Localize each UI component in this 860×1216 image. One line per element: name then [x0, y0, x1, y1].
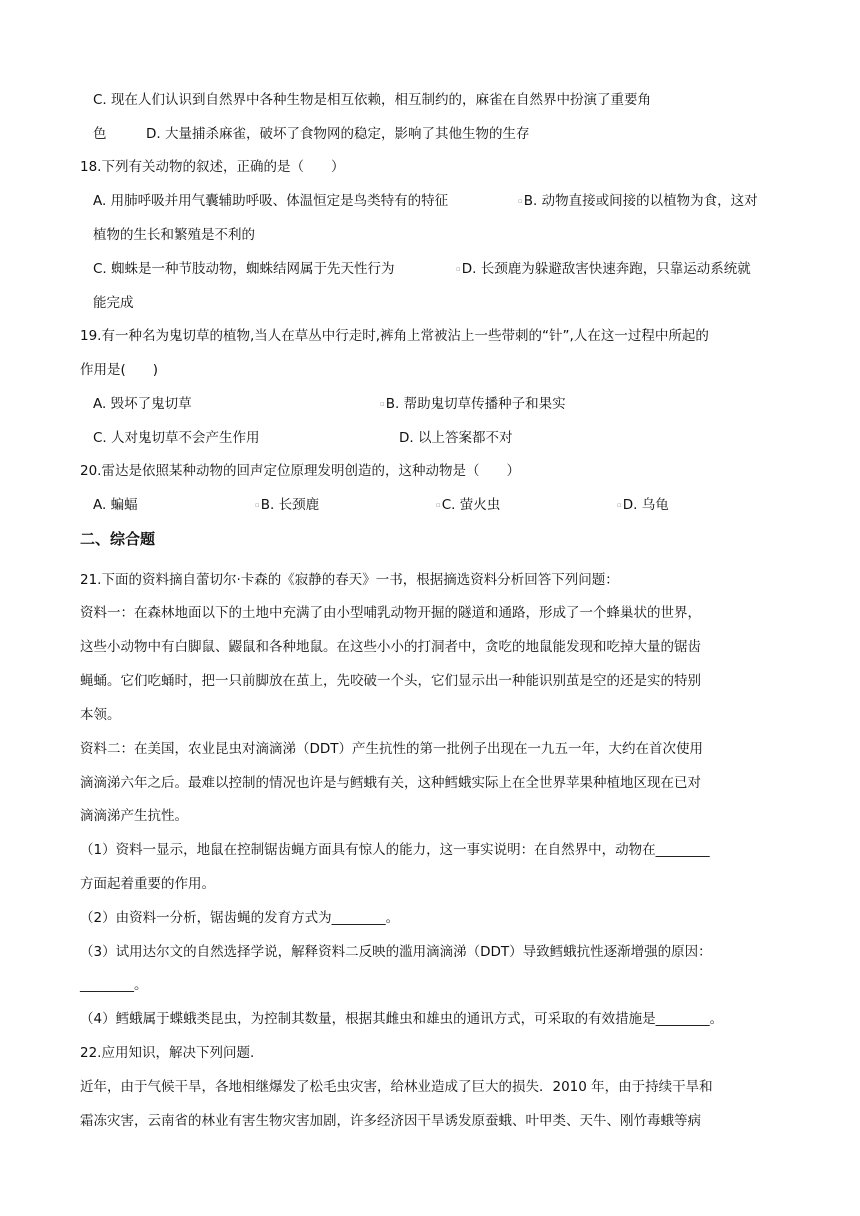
option-marker-icon: ▫ [255, 501, 260, 509]
q19-option-c: C. 人对鬼切草不会产生作用 [93, 430, 260, 446]
q19-stem-line2: 作用是( ) [80, 362, 159, 378]
q20-stem: 20.雷达是依照某种动物的回声定位原理发明创造的，这种动物是（ ） [80, 463, 520, 479]
q18-option-c: C. 蜘蛛是一种节肢动物，蜘蛛结网属于先天性行为 [93, 261, 395, 277]
q19-option-b-text: B. 帮助鬼切草传播种子和果实 [385, 396, 566, 412]
section-title: 二、综合题 [80, 530, 156, 548]
q18-option-d-text: D. 长颈鹿为躲避敌害快速奔跑，只靠运动系统就 [461, 261, 751, 277]
q22-passage-line2: 霜冻灾害，云南省的林业有害生物灾害加剧，许多经济因干旱诱发原蚕蛾、叶甲类、天牛、刚竹毒蛾等病 [80, 1113, 701, 1129]
q20-option-d [617, 495, 669, 515]
q21-intro: 21.下面的资料摘自蕾切尔·卡森的《寂静的春天》一书，根据摘选资料分析回答下列问题： [80, 572, 619, 588]
q18-option-d-line1 [456, 259, 751, 279]
q20-option-b [255, 495, 319, 515]
option-marker-icon: ▫ [456, 265, 461, 273]
option-marker-icon: ▫ [617, 501, 622, 509]
q18-option-d-line2: 能完成 [93, 295, 134, 311]
q20-option-c-text: C. 萤火虫 [441, 497, 501, 513]
q17-option-d: D. 大量捕杀麻雀，破坏了食物网的稳定，影响了其他生物的生存 [146, 126, 530, 142]
q18-option-b-text: B. 动物直接或间接的以植物为食，这对 [523, 193, 758, 209]
option-marker-icon: ▫ [380, 400, 385, 408]
q20-option-d-text: D. 乌龟 [622, 497, 669, 513]
q20-option-b-text: B. 长颈鹿 [260, 497, 320, 513]
q21-part4: （4）鳕蛾属于蝶蛾类昆虫，为控制其数量，根据其雌虫和雄虫的通讯方式，可采取的有效措施是________。 [80, 1011, 724, 1027]
option-marker-icon: ▫ [436, 501, 441, 509]
q21-material2-line1: 资料二：在美国，农业昆虫对滴滴涕（DDT）产生抗性的第一批例子出现在一九五一年，大约在首次使用 [80, 741, 704, 757]
q21-part1-line2: 方面起着重要的作用。 [80, 876, 215, 892]
q21-part2: （2）由资料一分析，锯齿蝇的发育方式为________。 [80, 910, 400, 926]
q21-material1-line4: 本领。 [80, 707, 121, 723]
q19-option-a: A. 毁坏了鬼切草 [93, 396, 192, 412]
q19-option-d: D. 以上答案都不对 [399, 430, 513, 446]
q21-part1-line1: （1）资料一显示，地鼠在控制锯齿蝇方面具有惊人的能力，这一事实说明：在自然界中，动物在________ [80, 842, 710, 858]
q18-option-b-line2: 植物的生长和繁殖是不利的 [93, 227, 255, 243]
q20-option-c [436, 495, 500, 515]
q21-material1-line2: 这些小动物中有白脚鼠、鼹鼠和各种地鼠。在这些小小的打洞者中，贪吃的地鼠能发现和吃掉大量的锯齿 [80, 639, 701, 655]
q18-stem: 18.下列有关动物的叙述，正确的是（ ） [80, 159, 345, 175]
option-marker-icon: ▫ [518, 197, 523, 205]
q21-part3-line2: ________。 [80, 977, 148, 993]
q17-option-c-line1: C. 现在人们认识到自然界中各种生物是相互依赖，相互制约的，麻雀在自然界中扮演了重要角 [93, 92, 652, 108]
q21-material2-line3: 滴滴涕产生抗性。 [80, 808, 188, 824]
q21-material1-line1: 资料一：在森林地面以下的土地中充满了由小型哺乳动物开掘的隧道和通路，形成了一个蜂巢状的世界， [80, 605, 701, 621]
q21-material1-line3: 蝇蛹。它们吃蛹时，把一只前脚放在茧上，先咬破一个头，它们显示出一种能识别茧是空的还是实的特别 [80, 673, 701, 689]
q19-stem-line1: 19.有一种名为鬼切草的植物,当人在草丛中行走时,裤角上常被沾上一些带刺的“针”,人在这一过程中所起的 [80, 328, 709, 344]
q20-option-a: A. 蝙蝠 [93, 497, 138, 513]
q17-option-c-line2: 色 [93, 126, 107, 142]
q18-option-a: A. 用肺呼吸并用气囊辅助呼吸、体温恒定是鸟类特有的特征 [93, 193, 449, 209]
q21-material2-line2: 滴滴涕六年之后。最难以控制的情况也许是与鳕蛾有关，这种鳕蛾实际上在全世界苹果种植地区现在已对 [80, 775, 701, 791]
q22-passage-line1: 近年，由于气候干旱，各地相继爆发了松毛虫灾害，给林业造成了巨大的损失．2010 年，由于持续干旱和 [80, 1079, 713, 1095]
q21-part3-line1: （3）试用达尔文的自然选择学说，解释资料二反映的滥用滴滴涕（DDT）导致鳕蛾抗性逐渐增强的原因： [80, 944, 712, 960]
q19-option-b [380, 394, 566, 414]
q18-option-b-line1 [518, 191, 758, 211]
q22-stem: 22.应用知识，解决下列问题. [80, 1045, 255, 1061]
